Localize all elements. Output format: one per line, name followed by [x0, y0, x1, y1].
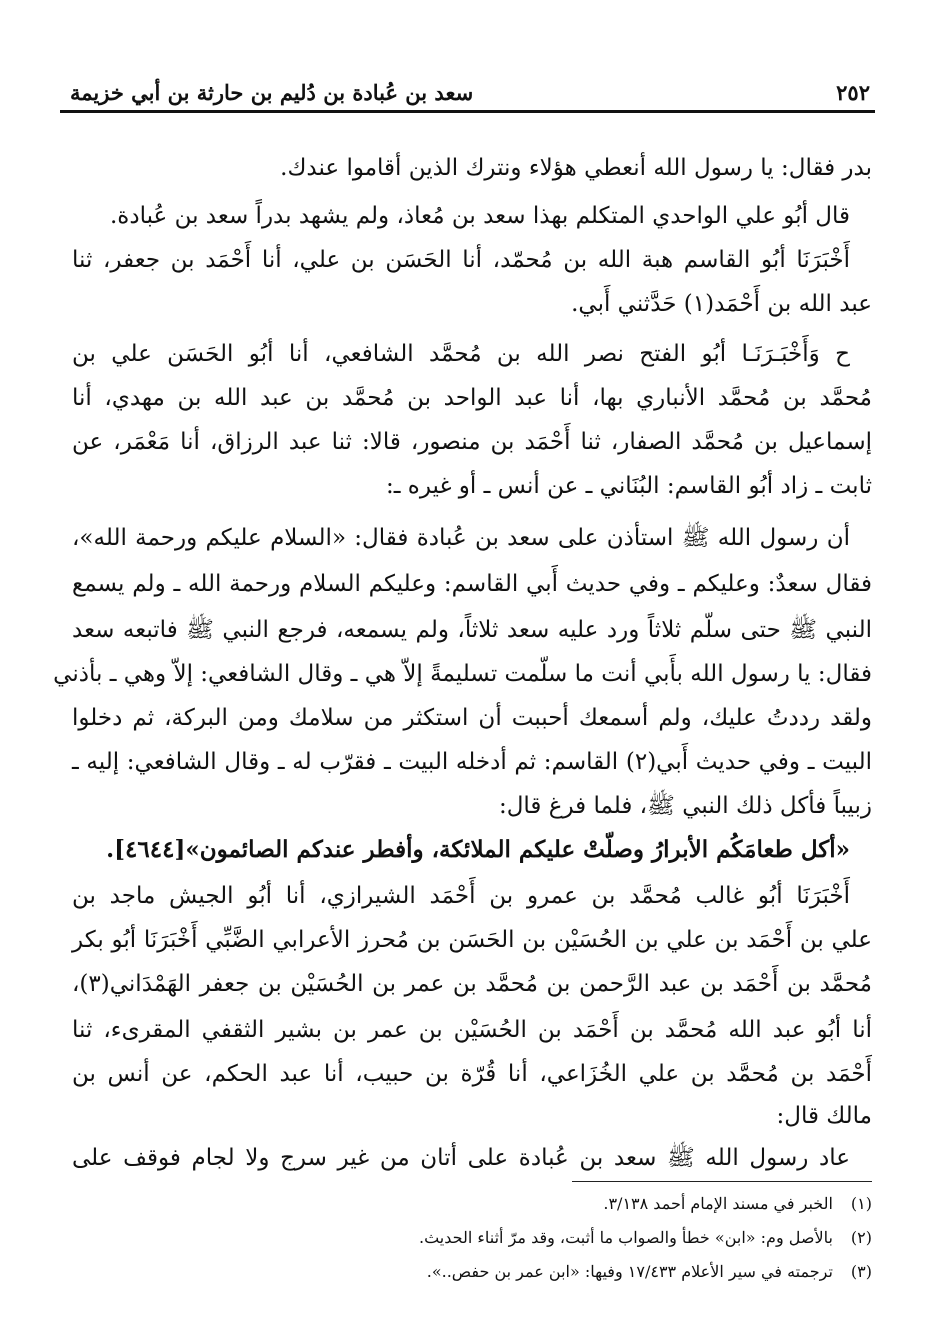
text-line: البيت ـ وفي حديث أَبي(٢) القاسم: ثم أدخله البيت ـ فقرّب له ـ وقال الشافعي: إليه ـ	[72, 749, 872, 775]
text-line: ثابت ـ زاد أبُو القاسم: البُنَاني ـ عن أنس ـ أو غيره ـ:	[385, 473, 872, 499]
footnote	[72, 1192, 872, 1216]
text-line: مالك قال:	[776, 1103, 872, 1129]
header-rule	[60, 110, 875, 113]
footnote-text: الخبر في مسند الإمام أحمد ٣/١٣٨.	[603, 1194, 838, 1213]
text-line: مُحمَّد بن أَحْمَد بن عبد الرَّحمن بن مُحمَّد بن عمر بن الحُسَيْن بن جعفر الهَمْدَاني(٣)،	[72, 971, 872, 997]
footnote-number: (١)	[850, 1194, 872, 1213]
footnote	[72, 1260, 872, 1284]
text-line: بدر فقال: يا رسول الله أنعطي هؤلاء ونترك الذين أقاموا عندك.	[280, 155, 872, 181]
footnote-text: ترجمته في سير الأعلام ١٧/٤٣٣ وفيها: «ابن عمر بن حفص..».	[426, 1262, 838, 1281]
text-line: زبيباً فأكل ذلك النبي ﷺ، فلما فرغ قال:	[498, 793, 872, 819]
text-line: قال أبُو علي الواحدي المتكلم بهذا سعد بن مُعاذ، ولم يشهد بدراً سعد بن عُبادة.	[110, 203, 850, 229]
text-line: مُحمَّد بن مُحمَّد الأنباري بها، أنا عبد الواحد بن مُحمَّد بن عبد الله بن مهدي، أنا	[72, 385, 872, 411]
text-line: ح وَأَخْبَـرَنَـا أبُو الفتح نصر الله بن مُحمَّد الشافعي، أنا أبُو الحَسَن علي بن	[72, 341, 850, 367]
footnote-number: (٣)	[850, 1262, 872, 1281]
text-line: فقال: يا رسول الله بأَبي أنت ما سلّمت تسليمةً إلاّ هي ـ وقال الشافعي: إلاّ وهي ـ بأذني	[53, 661, 872, 687]
text-line: أن رسول الله ﷺ استأذن على سعد بن عُبادة فقال: «السلام عليكم ورحمة الله»،	[72, 525, 850, 551]
text-line: أنا أبُو عبد الله مُحمَّد بن أَحْمَد بن الحُسَيْن بن عمر بن بشير الثقفي المقرىء، ثنا	[72, 1017, 872, 1043]
text-line: إسماعيل بن مُحمَّد الصفار، ثنا أَحْمَد بن منصور، قالا: ثنا عبد الرزاق، أنا مَعْمَر، عن	[72, 429, 872, 455]
running-title: سعد بن عُبادة بن دُليم بن حارثة بن أبي خزيمة	[70, 79, 474, 105]
footnote-text: بالأصل وم: «ابن» خطأ والصواب ما أثبت، وقد مرّ أثناء الحديث.	[418, 1228, 838, 1247]
footnote	[72, 1226, 872, 1250]
footnote-number: (٢)	[850, 1228, 872, 1247]
page-number: ٢٥٢	[836, 79, 870, 105]
text-line: عاد رسول الله ﷺ سعد بن عُبادة على أتان من غير سرج ولا لجام فوقف على	[72, 1145, 850, 1171]
text-line: علي بن أَحْمَد بن علي بن الحُسَيْن بن الحَسَن بن مُحرز الأعرابي الضَّبِّي أَخْبَرَنَا أبُو بكر	[72, 927, 872, 953]
text-line: «أكل طعامَكُم الأبرارُ وصلّتْ عليكم الملائكة، وأفطر عندكم الصائمون»[٤٦٤٤].	[106, 836, 850, 863]
text-line: أَخْبَرَنَا أبُو القاسم هبة الله بن مُحمّد، أنا الحَسَن بن علي، أنا أَحْمَد بن جعفر، ثنا	[72, 247, 850, 273]
text-line: عبد الله بن أَحْمَد(١) حَدَّثني أَبي.	[571, 291, 872, 317]
page-header	[70, 72, 870, 112]
text-line: أَحْمَد بن مُحمَّد بن علي الخُزَاعي، أنا قُرّة بن حبيب، أنا عبد الحكم، عن أنس بن	[72, 1061, 872, 1087]
text-line: ولقد رددتُ عليك، ولم أسمعك أحببت أن استكثر من سلامك ومن البركة، ثم دخلوا	[72, 705, 872, 731]
text-line: فقال سعدٌ: وعليكم ـ وفي حديث أَبي القاسم: وعليكم السلام ورحمة الله ـ ولم يسمع	[72, 571, 872, 597]
footnote-separator	[572, 1181, 872, 1182]
text-line: أَخْبَرَنَا أبُو غالب مُحمَّد بن عمرو بن أَحْمَد الشيرازي، أنا أبُو الجيش ماجد بن	[72, 883, 850, 909]
text-line: النبي ﷺ حتى سلّم ثلاثاً ورد عليه سعد ثلاثاً، ولم يسمعه، فرجع النبي ﷺ فاتبعه سعد	[72, 617, 872, 643]
